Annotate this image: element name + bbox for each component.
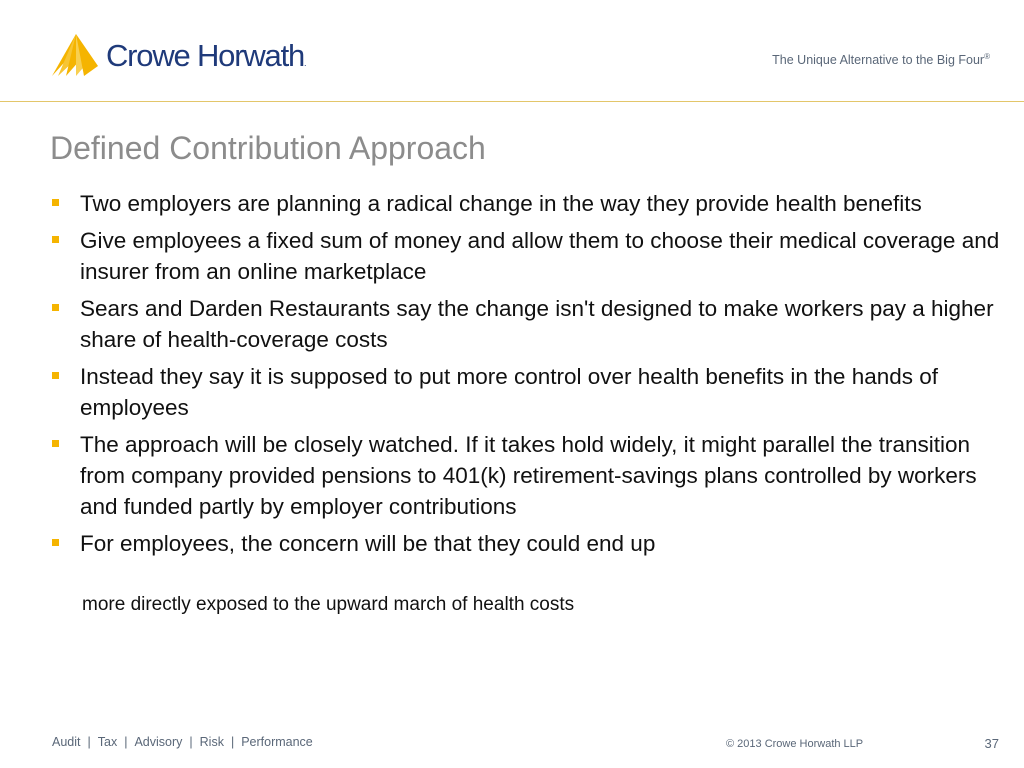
square-bullet-icon (52, 440, 59, 447)
footer-link-audit: Audit (52, 735, 81, 749)
footer-link-advisory: Advisory (134, 735, 183, 749)
bullet-item: Two employers are planning a radical change in the way they provide health benefits (50, 188, 1000, 219)
crowe-sunburst-logo-icon (50, 30, 100, 80)
square-bullet-icon (52, 304, 59, 311)
footer-link-performance: Performance (241, 735, 313, 749)
footer-separator: | (124, 735, 128, 749)
bullet-item: The approach will be closely watched. If it takes hold widely, it might parallel the transition from company provided pensions to 401(k) retirement-savings plans controlled by workers and funded partly by employer contributions (50, 429, 1000, 522)
slide-title: Defined Contribution Approach (50, 130, 486, 166)
footer-separator: | (189, 735, 193, 749)
bullet-item: For employees, the concern will be that they could end up (50, 528, 1000, 559)
registered-mark: ® (984, 52, 990, 61)
bullet-item: Instead they say it is supposed to put more control over health benefits in the hands of employees (50, 361, 1000, 423)
footer-service-links (52, 735, 313, 749)
square-bullet-icon (52, 539, 59, 546)
copyright: © 2013 Crowe Horwath LLP (726, 738, 864, 750)
footer-separator: | (230, 735, 235, 749)
footer-link-tax: Tax (97, 735, 118, 749)
bullet-continuation: more directly exposed to the upward march of health costs (82, 594, 575, 615)
tagline: The Unique Alternative to the Big Four® (772, 52, 990, 68)
brand-name: Crowe Horwath. (106, 38, 307, 73)
footer-link-risk: Risk (199, 735, 224, 749)
bullet-item: Sears and Darden Restaurants say the change isn't designed to make workers pay a higher share of health-coverage costs (50, 293, 1000, 355)
square-bullet-icon (52, 372, 59, 379)
square-bullet-icon (52, 199, 59, 206)
company-logo (50, 30, 307, 80)
page-number: 37 (984, 736, 999, 751)
bullet-list (50, 188, 1000, 565)
square-bullet-icon (52, 236, 59, 243)
bullet-item: Give employees a fixed sum of money and allow them to choose their medical coverage and insurer from an online marketplace (50, 225, 1000, 287)
header-divider (0, 101, 1024, 102)
footer-separator: | (87, 735, 91, 749)
